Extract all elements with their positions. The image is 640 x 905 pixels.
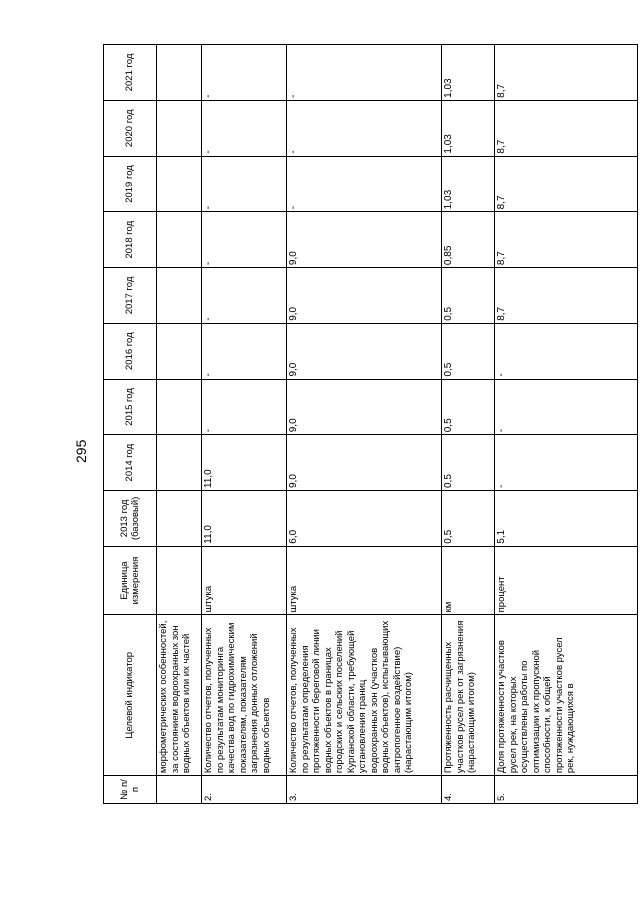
value-cell: - (495, 379, 638, 435)
indicator-cell: Протяженность расчищенных участков русел рек от загрязнения (нарастающим итогом) (442, 615, 495, 776)
value-cell: 0,5 (442, 323, 495, 379)
row-number-cell (157, 776, 202, 804)
value-cell (157, 435, 202, 491)
row-number-cell: 4. (442, 776, 495, 804)
value-cell: 6,0 (287, 491, 442, 547)
value-cell: 0,5 (442, 435, 495, 491)
header-cell: Единица измерения (104, 546, 157, 615)
table-row (287, 45, 442, 804)
value-cell: - (287, 156, 442, 212)
value-cell (157, 100, 202, 156)
header-cell: Целевой индикатор (104, 615, 157, 776)
unit-cell: км (442, 546, 495, 615)
row-number-cell: 2. (202, 776, 287, 804)
value-cell: - (495, 323, 638, 379)
rotated-table-container (103, 44, 635, 804)
row-number-cell: 3. (287, 776, 442, 804)
value-cell: 9,0 (287, 212, 442, 268)
value-cell: 11,0 (202, 435, 287, 491)
value-cell: - (495, 435, 638, 491)
table-row (442, 45, 495, 804)
value-cell: - (202, 45, 287, 101)
value-cell: 0,85 (442, 212, 495, 268)
value-cell: 9,0 (287, 379, 442, 435)
value-cell: 1,03 (442, 100, 495, 156)
unit-cell (157, 546, 202, 615)
table-row (157, 45, 202, 804)
header-cell: 2018 год (104, 212, 157, 268)
header-cell: 2013 год (базовый) (104, 491, 157, 547)
value-cell: 8,7 (495, 268, 638, 324)
indicator-cell: Количество отчетов, полученных по результатам мониторинга качества вод по гидрохимическим показателям, показателям загрязнения донных отложений водных объектов (202, 615, 287, 776)
value-cell: 9,0 (287, 323, 442, 379)
header-cell: 2015 год (104, 379, 157, 435)
value-cell (157, 323, 202, 379)
table-row (202, 45, 287, 804)
value-cell: 8,7 (495, 212, 638, 268)
header-cell: 2021 год (104, 45, 157, 101)
value-cell: - (287, 45, 442, 101)
value-cell (157, 156, 202, 212)
header-cell: 2016 год (104, 323, 157, 379)
value-cell (157, 45, 202, 101)
indicator-cell: морфометрических особенностей, за состоянием водоохранных зон водных объектов или их частей (157, 615, 202, 776)
value-cell: - (202, 379, 287, 435)
value-cell: 1,03 (442, 156, 495, 212)
table-row (495, 45, 638, 804)
value-cell: 1,03 (442, 45, 495, 101)
value-cell: 9,0 (287, 435, 442, 491)
value-cell: 0,5 (442, 379, 495, 435)
value-cell: 8,7 (495, 45, 638, 101)
header-cell: № п/п (104, 776, 157, 804)
unit-cell: штука (202, 546, 287, 615)
indicator-cell: Количество отчетов, полученных по результатам определения протяженности береговой линии водных объектов в границах городских и сельских поселений Курганской области, требующей установления границ водоохранных зон (участков водных объектов), испытывающих антропогенное воздействие) (нарастающим итогом) (287, 615, 442, 776)
value-cell: - (202, 323, 287, 379)
value-cell (157, 491, 202, 547)
value-cell: 0,5 (442, 491, 495, 547)
unit-cell: штука (287, 546, 442, 615)
value-cell: 5,1 (495, 491, 638, 547)
unit-cell: процент (495, 546, 638, 615)
indicator-cell: Доля протяженности участков русел рек, на которых осуществлены работы по оптимизации их пропускной способности, к общей протяженности участков русел рек, нуждающихся в (495, 615, 638, 776)
value-cell: 8,7 (495, 156, 638, 212)
value-cell: 8,7 (495, 100, 638, 156)
value-cell: - (202, 212, 287, 268)
table-header-row (104, 45, 157, 804)
page-number: 295 (73, 439, 89, 463)
value-cell: - (202, 100, 287, 156)
value-cell (157, 268, 202, 324)
value-cell (157, 212, 202, 268)
row-number-cell: 5. (495, 776, 638, 804)
header-cell: 2020 год (104, 100, 157, 156)
target-indicators-table (103, 44, 638, 804)
header-cell: 2017 год (104, 268, 157, 324)
header-cell: 2019 год (104, 156, 157, 212)
value-cell: - (287, 100, 442, 156)
value-cell: 0,5 (442, 268, 495, 324)
header-cell: 2014 год (104, 435, 157, 491)
value-cell: - (202, 268, 287, 324)
value-cell (157, 379, 202, 435)
value-cell: 11,0 (202, 491, 287, 547)
value-cell: - (202, 156, 287, 212)
value-cell: 9,0 (287, 268, 442, 324)
